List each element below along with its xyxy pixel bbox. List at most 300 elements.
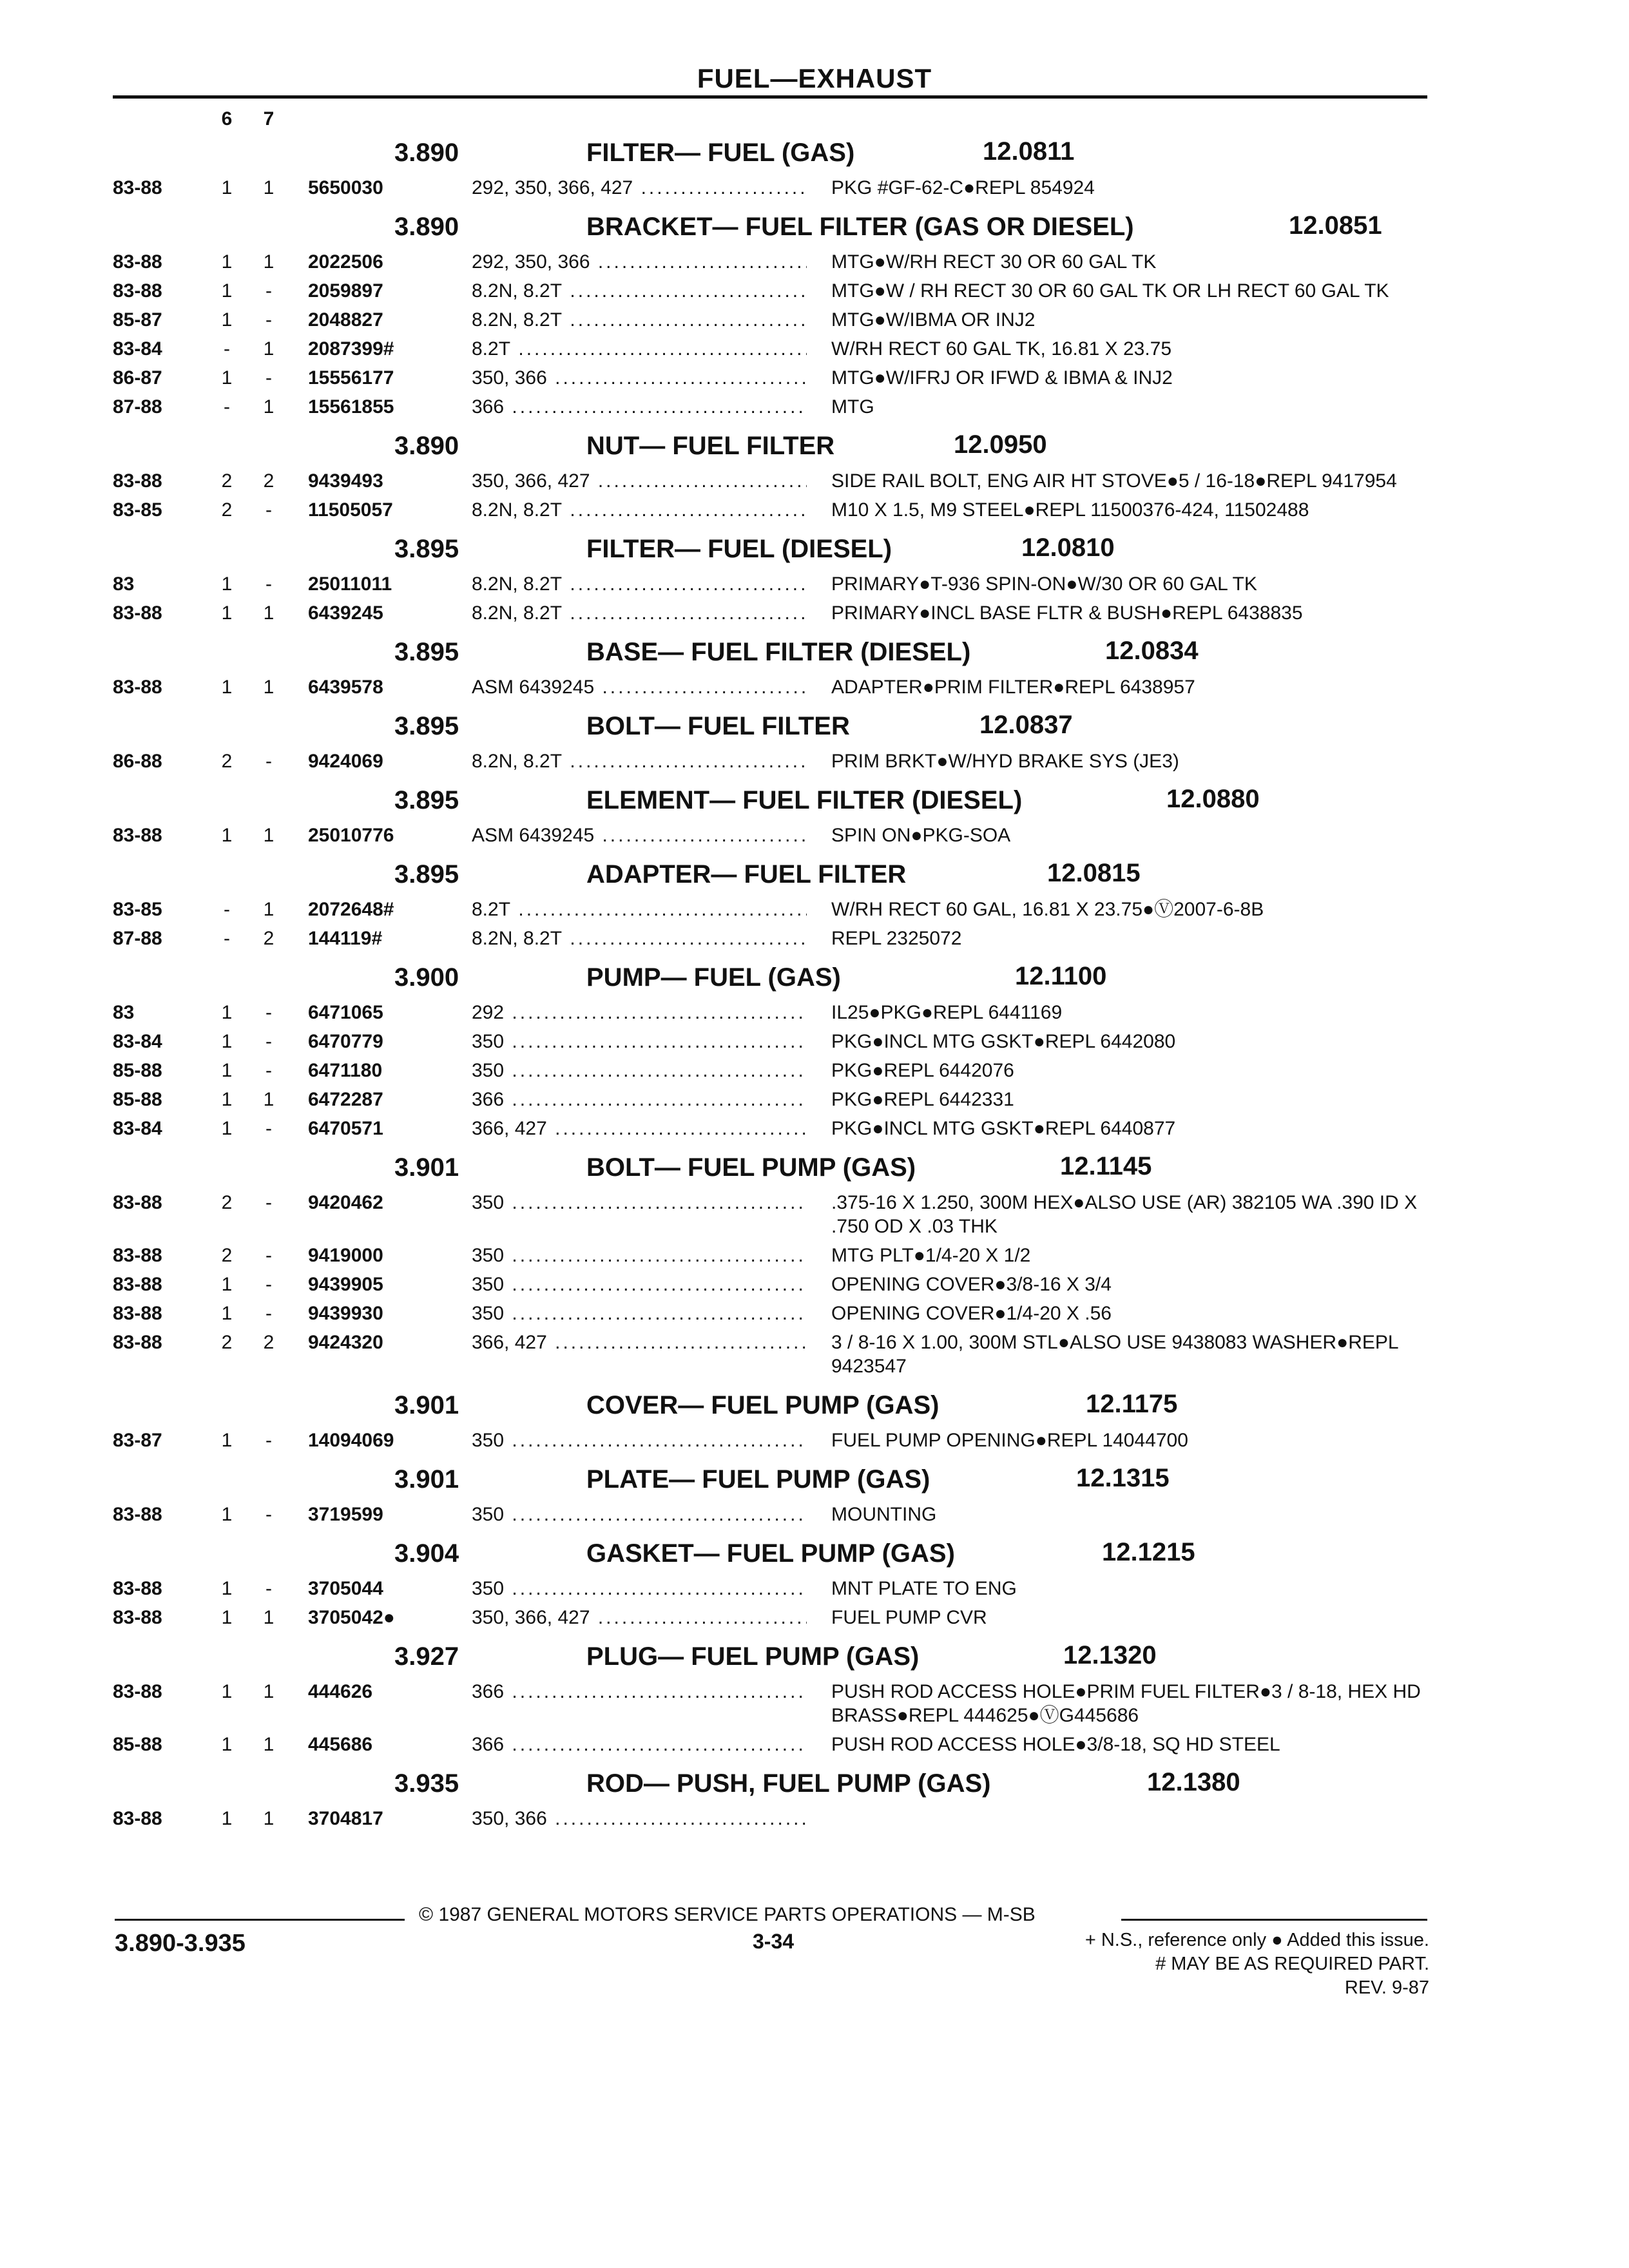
table-row [0,1238,1629,1267]
quantity-col-7: 1 [263,1089,275,1110]
section-code: 3.901 [394,1465,459,1494]
quantity-col-7: - [265,309,272,331]
table-row [0,567,1629,596]
section-code: 3.895 [394,786,459,814]
application: 350, 366, 427 ..... [472,1606,807,1629]
section-code: 3.901 [394,1153,459,1182]
model-years: 87-88 [113,396,162,418]
table-row [0,245,1629,274]
table-row [0,744,1629,773]
section-header [0,1148,1629,1186]
quantity-col-6: 1 [221,1808,233,1829]
description: MTG●W/RH RECT 30 OR 60 GAL TK [831,251,1157,273]
section-code: 3.890 [394,139,459,167]
quantity-col-7: - [265,1060,272,1081]
part-number: 2048827 [308,309,383,331]
table-row [0,361,1629,390]
quantity-col-6: - [224,338,230,360]
section-name: FILTER— FUEL (GAS) [586,139,855,167]
section-range: 3.890-3.935 [115,1930,246,1957]
application: 366 ..... [472,1088,807,1111]
part-number: 6439245 [308,602,383,624]
section-header [0,1460,1629,1497]
quantity-col-6: 1 [221,1430,233,1451]
quantity-col-7: - [265,1031,272,1052]
quantity-col-7: 1 [263,825,275,846]
model-years: 83-84 [113,338,162,360]
part-number: 9439493 [308,470,383,492]
part-number: 15556177 [308,367,394,389]
application: 350 ..... [472,1428,807,1452]
application: 366, 427 ..... [472,1331,807,1354]
table-row [0,1024,1629,1053]
quantity-col-6: 1 [221,280,233,302]
description: MTG [831,396,874,418]
section-ref-code: 12.1380 [1147,1768,1240,1796]
part-number: 6471180 [308,1060,383,1081]
revision-date: REV. 9-87 [1344,1977,1429,1998]
table-row [0,1053,1629,1082]
quantity-col-6: 1 [221,1607,233,1628]
part-number: 6472287 [308,1089,383,1110]
application: 350 ..... [472,1030,807,1053]
column-header-6: 6 [221,108,233,130]
description: IL25●PKG●REPL 6441169 [831,1002,1063,1023]
model-years: 83-88 [113,677,162,698]
quantity-col-7: 1 [263,177,275,198]
quantity-col-6: 2 [221,751,233,772]
quantity-col-6: 1 [221,825,233,846]
section-code: 3.895 [394,712,459,740]
part-number: 9420462 [308,1192,383,1213]
description: 3 / 8-16 X 1.00, 300M STL●ALSO USE 9438083 WASHER●REPL 9423547 [831,1332,1398,1377]
table-row [0,1571,1629,1600]
table-row [0,596,1629,625]
part-number: 25010776 [308,825,394,846]
part-number: 2087399# [308,338,394,360]
part-number: 5650030 [308,177,383,198]
part-number: 3705042● [308,1607,395,1628]
section-ref-code: 12.0834 [1105,637,1199,665]
part-number: 444626 [308,1681,373,1702]
quantity-col-6: 2 [221,1245,233,1266]
application: 8.2N, 8.2T ..... [472,572,807,596]
quantity-col-6: 1 [221,1002,233,1023]
description: PRIM BRKT●W/HYD BRAKE SYS (JE3) [831,751,1179,772]
section-header [0,633,1629,670]
section-header [0,781,1629,818]
part-number: 3704817 [308,1808,383,1829]
part-number: 2022506 [308,251,383,273]
section-code: 3.927 [394,1642,459,1671]
section-code: 3.890 [394,213,459,241]
section-ref-code: 12.1320 [1063,1641,1157,1669]
section-name: PLUG— FUEL PUMP (GAS) [586,1642,920,1671]
section-header [0,207,1629,245]
column-header-7: 7 [263,108,275,130]
part-number: 9439905 [308,1274,383,1295]
section-name: NUT— FUEL FILTER [586,432,835,460]
section-ref-code: 12.0950 [954,430,1047,459]
model-years: 83-88 [113,251,162,273]
quantity-col-7: 1 [263,602,275,624]
quantity-col-6: - [224,396,230,418]
table-row [0,390,1629,419]
model-years: 83-88 [113,1303,162,1324]
quantity-col-6: 1 [221,1089,233,1110]
section-name: ROD— PUSH, FUEL PUMP (GAS) [586,1769,991,1798]
description: PRIMARY●INCL BASE FLTR & BUSH●REPL 6438835 [831,602,1303,624]
section-ref-code: 12.1100 [1015,962,1107,990]
model-years: 83-84 [113,1031,162,1052]
model-years: 83-88 [113,1578,162,1599]
application: 8.2N, 8.2T ..... [472,749,807,773]
section-ref-code: 12.0880 [1166,785,1260,813]
model-years: 85-88 [113,1060,162,1081]
quantity-col-7: - [265,1274,272,1295]
section-code: 3.935 [394,1769,459,1798]
model-years: 83-88 [113,1808,162,1829]
section-ref-code: 12.0815 [1047,859,1141,887]
application: 292, 350, 366, 427 ..... [472,176,807,200]
description: MOUNTING [831,1504,937,1525]
quantity-col-6: 2 [221,1332,233,1353]
model-years: 83-88 [113,1681,162,1702]
application: 366, 427 ..... [472,1117,807,1140]
description: W/RH RECT 60 GAL TK, 16.81 X 23.75 [831,338,1172,360]
quantity-col-7: - [265,1430,272,1451]
description: MNT PLATE TO ENG [831,1578,1017,1599]
section-code: 3.904 [394,1539,459,1568]
copyright-notice: © 1987 GENERAL MOTORS SERVICE PARTS OPERATIONS — M-SB [419,1904,1036,1925]
application: 8.2T ..... [472,337,807,361]
section-header [0,1764,1629,1802]
section-code: 3.895 [394,860,459,889]
quantity-col-6: 1 [221,1031,233,1052]
quantity-col-6: 1 [221,602,233,624]
application: ASM 6439245 ..... [472,675,807,699]
quantity-col-6: 2 [221,470,233,492]
application: 350 ..... [472,1273,807,1296]
quantity-col-7: 2 [263,928,275,949]
model-years: 83-88 [113,1245,162,1266]
quantity-col-7: - [265,499,272,521]
section-ref-code: 12.0811 [983,137,1075,166]
model-years: 83-88 [113,1332,162,1353]
application: 350, 366 ..... [472,1807,807,1831]
description [831,1802,1424,1807]
table-row [0,1325,1629,1378]
description: OPENING COVER●1/4-20 X .56 [831,1303,1112,1324]
table-row [0,1296,1629,1325]
quantity-col-7: - [265,367,272,389]
part-number: 3705044 [308,1578,383,1599]
section-name: BOLT— FUEL PUMP (GAS) [586,1153,916,1182]
table-row [0,274,1629,303]
description: SIDE RAIL BOLT, ENG AIR HT STOVE●5 / 16-18●REPL 9417954 [831,470,1397,492]
table-row [0,1727,1629,1756]
section-name: BOLT— FUEL FILTER [586,712,850,740]
section-name: COVER— FUEL PUMP (GAS) [586,1391,940,1419]
description: PKG #GF-62-C●REPL 854924 [831,177,1095,198]
section-code: 3.901 [394,1391,459,1419]
application: 350 ..... [472,1577,807,1600]
quantity-col-7: - [265,1504,272,1525]
description: PKG●INCL MTG GSKT●REPL 6440877 [831,1118,1176,1139]
application: 292 ..... [472,1001,807,1024]
application: 350 ..... [472,1503,807,1526]
table-row [0,995,1629,1024]
description: PUSH ROD ACCESS HOLE●3/8-18, SQ HD STEEL [831,1734,1280,1755]
section-header [0,707,1629,744]
section-name: BASE— FUEL FILTER (DIESEL) [586,638,971,666]
table-row [0,921,1629,950]
part-number: 9424320 [308,1332,383,1353]
model-years: 85-88 [113,1734,162,1755]
part-number: 25011011 [308,573,392,595]
quantity-col-7: - [265,1002,272,1023]
quantity-col-7: - [265,1118,272,1139]
header-rule [113,95,1427,99]
quantity-col-7: - [265,1303,272,1324]
quantity-col-6: 1 [221,1274,233,1295]
quantity-col-7: 1 [263,1808,275,1829]
part-number: 15561855 [308,396,394,418]
model-years: 85-88 [113,1089,162,1110]
quantity-col-6: 1 [221,1504,233,1525]
application: 8.2N, 8.2T ..... [472,308,807,332]
table-row [0,303,1629,332]
part-number: 9424069 [308,751,383,772]
table-row [0,1600,1629,1629]
part-number: 6470571 [308,1118,383,1139]
part-number: 6470779 [308,1031,383,1052]
description: PKG●REPL 6442076 [831,1060,1014,1081]
page-title: FUEL—EXHAUST [697,63,932,93]
model-years: 83-88 [113,470,162,492]
section-name: FILTER— FUEL (DIESEL) [586,535,892,563]
model-years: 83-85 [113,899,162,920]
footer-rule-right [1121,1919,1427,1921]
table-row [0,171,1629,200]
part-number: 11505057 [308,499,393,521]
model-years: 83-88 [113,1274,162,1295]
table-row [0,1267,1629,1296]
section-ref-code: 12.0837 [979,711,1073,739]
model-years: 83-88 [113,1607,162,1628]
application: 8.2N, 8.2T ..... [472,279,807,303]
section-ref-code: 12.0810 [1021,533,1115,562]
application: 366 ..... [472,1680,807,1704]
table-row [0,892,1629,921]
application: 292, 350, 366 ..... [472,250,807,274]
table-row [0,1082,1629,1111]
legend-reference: + N.S., reference only ● Added this issue. [1084,1930,1429,1950]
section-ref-code: 12.1145 [1060,1152,1152,1180]
table-row [0,670,1629,699]
section-name: PLATE— FUEL PUMP (GAS) [586,1465,930,1494]
description: MTG●W/IBMA OR INJ2 [831,309,1036,331]
table-row [0,818,1629,847]
description: FUEL PUMP CVR [831,1607,987,1628]
part-number: 14094069 [308,1430,394,1451]
quantity-col-6: - [224,899,230,920]
quantity-col-7: 2 [263,1332,275,1353]
model-years: 83 [113,573,135,595]
description: OPENING COVER●3/8-16 X 3/4 [831,1274,1112,1295]
quantity-col-7: - [265,280,272,302]
model-years: 83-88 [113,1504,162,1525]
model-years: 86-87 [113,367,162,389]
part-number: 9439930 [308,1303,383,1324]
quantity-col-6: 1 [221,1303,233,1324]
section-code: 3.895 [394,638,459,666]
model-years: 83-87 [113,1430,162,1451]
application: 366 ..... [472,1733,807,1756]
quantity-col-6: 1 [221,1734,233,1755]
application: 350 ..... [472,1302,807,1325]
quantity-col-6: - [224,928,230,949]
description: MTG●W / RH RECT 30 OR 60 GAL TK OR LH RECT 60 GAL TK [831,280,1389,302]
quantity-col-7: - [265,573,272,595]
model-years: 83-88 [113,825,162,846]
quantity-col-6: 2 [221,1192,233,1213]
quantity-col-7: 1 [263,677,275,698]
section-header [0,427,1629,464]
section-header [0,133,1629,171]
legend-as-required: # MAY BE AS REQUIRED PART. [1155,1954,1429,1974]
quantity-col-6: 1 [221,1578,233,1599]
part-number: 144119# [308,928,383,949]
quantity-col-6: 1 [221,1060,233,1081]
part-number: 9419000 [308,1245,383,1266]
model-years: 83-88 [113,1192,162,1213]
quantity-col-7: 1 [263,1734,275,1755]
quantity-col-7: - [265,1192,272,1213]
section-code: 3.900 [394,963,459,992]
description: M10 X 1.5, M9 STEEL●REPL 11500376-424, 11502488 [831,499,1309,521]
footer-rule-left [115,1919,405,1921]
section-header [0,530,1629,567]
model-years: 87-88 [113,928,162,949]
section-name: GASKET— FUEL PUMP (GAS) [586,1539,955,1568]
description: .375-16 X 1.250, 300M HEX●ALSO USE (AR) 382105 WA .390 ID X .750 OD X .03 THK [831,1192,1418,1237]
application: 350 ..... [472,1244,807,1267]
section-header [0,958,1629,995]
model-years: 83-88 [113,280,162,302]
quantity-col-6: 1 [221,309,233,331]
table-row [0,1423,1629,1452]
section-name: BRACKET— FUEL FILTER (GAS OR DIESEL) [586,213,1134,241]
section-name: ADAPTER— FUEL FILTER [586,860,907,889]
section-ref-code: 12.1175 [1086,1390,1178,1418]
model-years: 83-85 [113,499,162,521]
description: PUSH ROD ACCESS HOLE●PRIM FUEL FILTER●3 / 8-18, HEX HD BRASS●REPL 444625●ⓋG445686 [831,1681,1421,1726]
description: PKG●INCL MTG GSKT●REPL 6442080 [831,1031,1176,1052]
description: MTG PLT●1/4-20 X 1/2 [831,1245,1031,1266]
description: W/RH RECT 60 GAL, 16.81 X 23.75●Ⓥ2007-6-8B [831,899,1264,920]
application: 350, 366, 427 ..... [472,469,807,493]
model-years: 85-87 [113,309,162,331]
application: 350 ..... [472,1059,807,1082]
section-header [0,1637,1629,1675]
part-number: 3719599 [308,1504,383,1525]
quantity-col-7: 1 [263,1681,275,1702]
application: 8.2N, 8.2T ..... [472,498,807,522]
application: ASM 6439245 ..... [472,823,807,847]
part-number: 445686 [308,1734,373,1755]
description: ADAPTER●PRIM FILTER●REPL 6438957 [831,677,1195,698]
quantity-col-7: - [265,1245,272,1266]
section-ref-code: 12.1215 [1102,1538,1195,1566]
part-number: 2072648# [308,899,394,920]
quantity-col-6: 1 [221,251,233,273]
application: 350, 366 ..... [472,366,807,390]
section-name: PUMP— FUEL (GAS) [586,963,841,992]
quantity-col-7: 1 [263,899,275,920]
quantity-col-6: 1 [221,367,233,389]
application: 8.2N, 8.2T ..... [472,601,807,625]
application: 8.2T ..... [472,898,807,921]
model-years: 83-84 [113,1118,162,1139]
parts-list [0,126,1629,1829]
table-row [0,1497,1629,1526]
description: SPIN ON●PKG-SOA [831,825,1011,846]
table-row [0,1675,1629,1727]
quantity-col-7: 2 [263,470,275,492]
quantity-col-7: - [265,751,272,772]
quantity-col-6: 1 [221,1681,233,1702]
quantity-col-7: 1 [263,338,275,360]
table-row [0,332,1629,361]
table-row [0,1186,1629,1238]
section-code: 3.895 [394,535,459,563]
quantity-col-7: 1 [263,396,275,418]
quantity-col-6: 2 [221,499,233,521]
quantity-col-6: 1 [221,177,233,198]
part-number: 6471065 [308,1002,383,1023]
quantity-col-6: 1 [221,1118,233,1139]
quantity-col-7: 1 [263,251,275,273]
quantity-col-6: 1 [221,573,233,595]
application: 366 ..... [472,395,807,419]
table-row [0,1802,1629,1829]
quantity-col-6: 1 [221,677,233,698]
table-row [0,464,1629,493]
description: REPL 2325072 [831,928,962,949]
model-years: 83 [113,1002,135,1023]
section-ref-code: 12.0851 [1289,211,1382,240]
model-years: 86-88 [113,751,162,772]
table-row [0,493,1629,522]
section-header [0,855,1629,892]
section-code: 3.890 [394,432,459,460]
quantity-col-7: - [265,1578,272,1599]
description: FUEL PUMP OPENING●REPL 14044700 [831,1430,1188,1451]
page-number: 3-34 [753,1930,795,1953]
description: PKG●REPL 6442331 [831,1089,1014,1110]
quantity-col-7: 1 [263,1607,275,1628]
section-header [0,1386,1629,1423]
part-number: 6439578 [308,677,383,698]
section-header [0,1534,1629,1571]
model-years: 83-88 [113,602,162,624]
section-ref-code: 12.1315 [1076,1464,1170,1492]
section-name: ELEMENT— FUEL FILTER (DIESEL) [586,786,1023,814]
part-number: 2059897 [308,280,383,302]
table-row [0,1111,1629,1140]
description: MTG●W/IFRJ OR IFWD & IBMA & INJ2 [831,367,1173,389]
